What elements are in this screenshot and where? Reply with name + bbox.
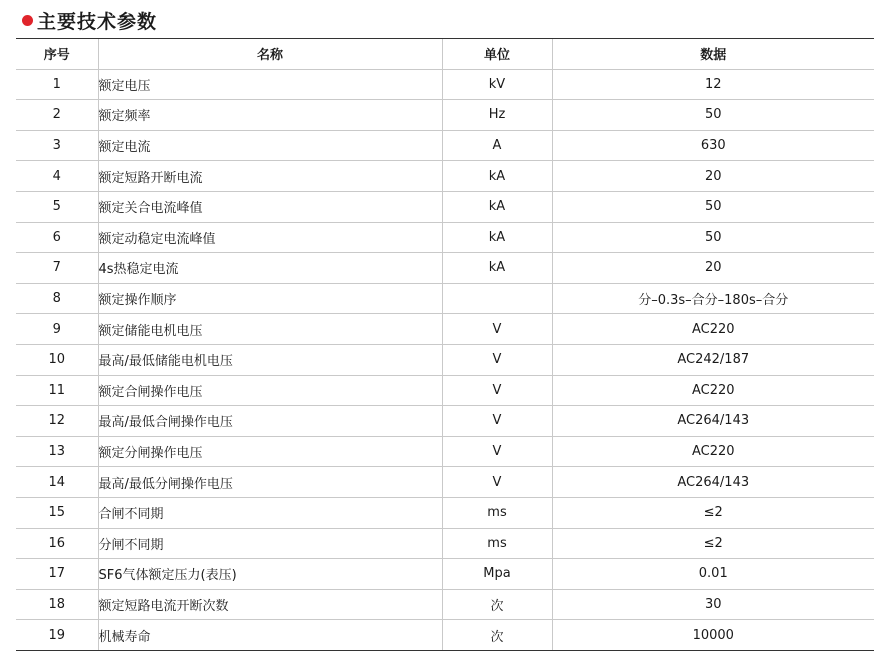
param-unit	[442, 283, 552, 314]
param-value: ≤2	[552, 528, 874, 559]
section-heading	[22, 6, 157, 34]
param-name: 合闸不同期	[98, 497, 442, 528]
row-number: 6	[16, 222, 98, 253]
header-name: 名称	[98, 39, 442, 70]
param-name: 额定合闸操作电压	[98, 375, 442, 406]
row-number: 10	[16, 344, 98, 375]
table-row	[16, 344, 874, 375]
param-unit: V	[442, 467, 552, 498]
param-name: 额定频率	[98, 100, 442, 131]
param-value: 630	[552, 130, 874, 161]
param-value: 12	[552, 69, 874, 100]
param-name: 额定短路电流开断次数	[98, 589, 442, 620]
table-row	[16, 161, 874, 192]
row-number: 18	[16, 589, 98, 620]
spec-table	[16, 38, 874, 651]
row-number: 17	[16, 559, 98, 590]
row-number: 11	[16, 375, 98, 406]
param-value: 0.01	[552, 559, 874, 590]
row-number: 3	[16, 130, 98, 161]
table-row	[16, 222, 874, 253]
row-number: 13	[16, 436, 98, 467]
param-unit: V	[442, 436, 552, 467]
param-name: 最高/最低分闸操作电压	[98, 467, 442, 498]
param-unit: kV	[442, 69, 552, 100]
param-name: SF6气体额定压力(表压)	[98, 559, 442, 590]
table-header-row	[16, 39, 874, 70]
param-value: ≤2	[552, 497, 874, 528]
param-unit: ms	[442, 497, 552, 528]
row-number: 14	[16, 467, 98, 498]
table-row	[16, 130, 874, 161]
row-number: 2	[16, 100, 98, 131]
param-value: 分–0.3s–合分–180s–合分	[552, 283, 874, 314]
param-name: 额定电流	[98, 130, 442, 161]
param-unit: 次	[442, 589, 552, 620]
row-number: 15	[16, 497, 98, 528]
param-value: 20	[552, 161, 874, 192]
table-row	[16, 69, 874, 100]
param-unit: kA	[442, 191, 552, 222]
param-value: AC220	[552, 436, 874, 467]
param-value: 30	[552, 589, 874, 620]
bullet-icon	[22, 15, 33, 26]
header-unit: 单位	[442, 39, 552, 70]
table-row	[16, 406, 874, 437]
param-unit: V	[442, 375, 552, 406]
table-row	[16, 467, 874, 498]
param-unit: Mpa	[442, 559, 552, 590]
table-row	[16, 314, 874, 345]
param-unit: kA	[442, 222, 552, 253]
param-unit: kA	[442, 253, 552, 284]
param-name: 额定电压	[98, 69, 442, 100]
param-name: 机械寿命	[98, 620, 442, 651]
param-name: 分闸不同期	[98, 528, 442, 559]
param-unit: V	[442, 344, 552, 375]
param-name: 最高/最低储能电机电压	[98, 344, 442, 375]
table-row	[16, 589, 874, 620]
param-unit: A	[442, 130, 552, 161]
table-row	[16, 283, 874, 314]
table-row	[16, 528, 874, 559]
row-number: 19	[16, 620, 98, 651]
param-value: 50	[552, 100, 874, 131]
param-value: AC264/143	[552, 406, 874, 437]
row-number: 4	[16, 161, 98, 192]
param-name: 额定短路开断电流	[98, 161, 442, 192]
param-name: 额定操作顺序	[98, 283, 442, 314]
param-name: 额定关合电流峰值	[98, 191, 442, 222]
table-row	[16, 497, 874, 528]
row-number: 16	[16, 528, 98, 559]
page-title: 主要技术参数	[37, 10, 158, 33]
param-value: AC242/187	[552, 344, 874, 375]
param-value: AC220	[552, 314, 874, 345]
param-value: AC220	[552, 375, 874, 406]
row-number: 5	[16, 191, 98, 222]
param-unit: 次	[442, 620, 552, 651]
param-unit: Hz	[442, 100, 552, 131]
table-row	[16, 620, 874, 651]
param-value: 10000	[552, 620, 874, 651]
row-number: 12	[16, 406, 98, 437]
param-name: 最高/最低合闸操作电压	[98, 406, 442, 437]
row-number: 1	[16, 69, 98, 100]
row-number: 7	[16, 253, 98, 284]
param-name: 额定分闸操作电压	[98, 436, 442, 467]
param-name: 4s热稳定电流	[98, 253, 442, 284]
header-no: 序号	[16, 39, 98, 70]
param-value: 50	[552, 191, 874, 222]
table-row	[16, 100, 874, 131]
table-row	[16, 559, 874, 590]
param-unit: V	[442, 406, 552, 437]
param-name: 额定动稳定电流峰值	[98, 222, 442, 253]
param-unit: V	[442, 314, 552, 345]
table-row	[16, 191, 874, 222]
table-row	[16, 253, 874, 284]
param-unit: kA	[442, 161, 552, 192]
param-value: 50	[552, 222, 874, 253]
table-row	[16, 375, 874, 406]
param-value: AC264/143	[552, 467, 874, 498]
row-number: 9	[16, 314, 98, 345]
table-row	[16, 436, 874, 467]
header-value: 数据	[552, 39, 874, 70]
param-value: 20	[552, 253, 874, 284]
param-unit: ms	[442, 528, 552, 559]
row-number: 8	[16, 283, 98, 314]
param-name: 额定储能电机电压	[98, 314, 442, 345]
